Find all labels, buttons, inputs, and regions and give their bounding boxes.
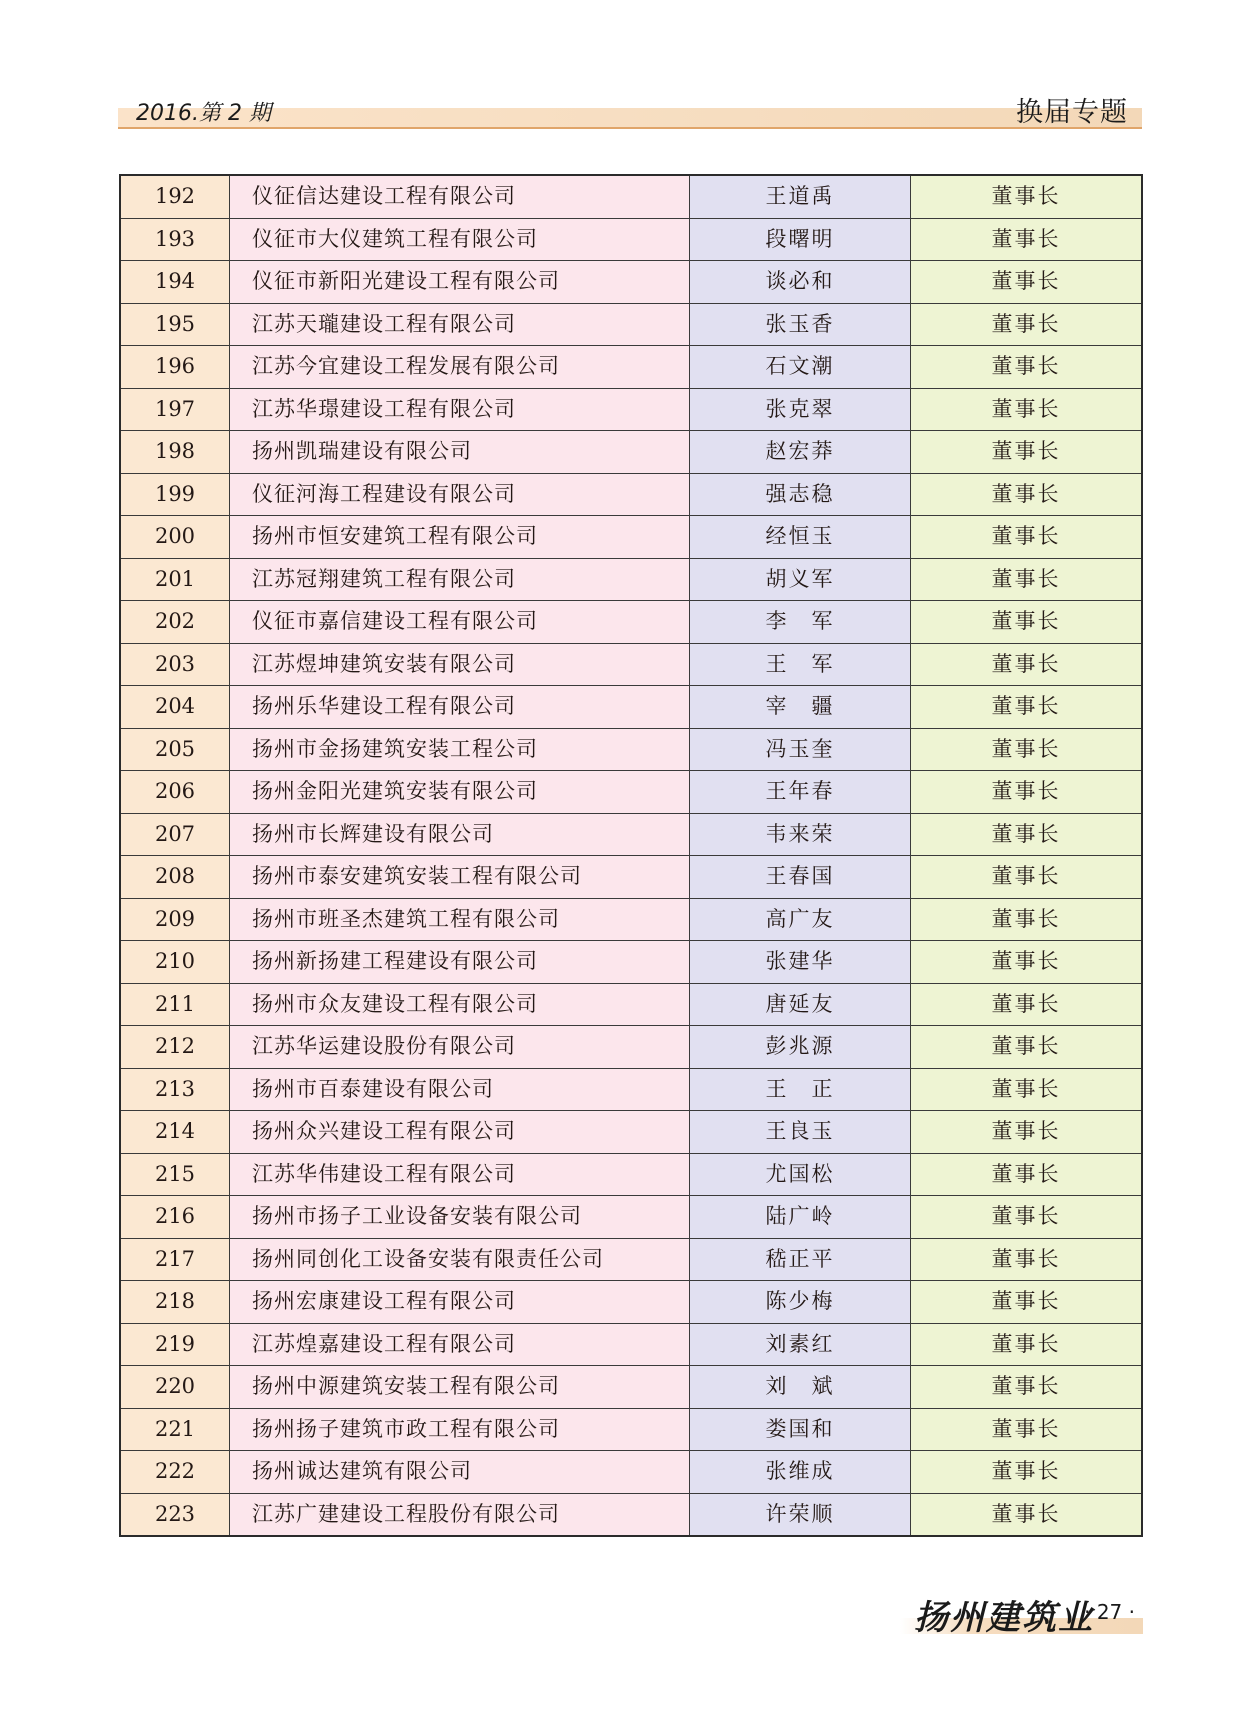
row-number: 206 xyxy=(120,771,230,814)
row-number: 201 xyxy=(120,558,230,601)
table-row xyxy=(120,1153,1142,1196)
position-title: 董事长 xyxy=(911,1323,1143,1366)
page-number: · 27 · xyxy=(1084,1600,1135,1624)
table-row xyxy=(120,601,1142,644)
position-title: 董事长 xyxy=(911,303,1143,346)
position-title: 董事长 xyxy=(911,686,1143,729)
company-name: 仪征信达建设工程有限公司 xyxy=(230,175,690,218)
row-number: 213 xyxy=(120,1068,230,1111)
company-name: 扬州市众友建设工程有限公司 xyxy=(230,983,690,1026)
company-name: 仪征市大仪建筑工程有限公司 xyxy=(230,218,690,261)
company-name: 仪征河海工程建设有限公司 xyxy=(230,473,690,516)
row-number: 198 xyxy=(120,431,230,474)
row-number: 210 xyxy=(120,941,230,984)
table-row xyxy=(120,1366,1142,1409)
person-name: 赵宏莽 xyxy=(690,431,911,474)
person-name: 段曙明 xyxy=(690,218,911,261)
position-title: 董事长 xyxy=(911,1196,1143,1239)
company-name: 扬州中源建筑安装工程有限公司 xyxy=(230,1366,690,1409)
position-title: 董事长 xyxy=(911,346,1143,389)
person-name: 张玉香 xyxy=(690,303,911,346)
company-name: 扬州同创化工设备安装有限责任公司 xyxy=(230,1238,690,1281)
position-title: 董事长 xyxy=(911,813,1143,856)
member-table xyxy=(119,174,1143,1537)
position-title: 董事长 xyxy=(911,1493,1143,1536)
row-number: 193 xyxy=(120,218,230,261)
table-row xyxy=(120,813,1142,856)
row-number: 202 xyxy=(120,601,230,644)
table-row xyxy=(120,1493,1142,1536)
row-number: 214 xyxy=(120,1111,230,1154)
table-row xyxy=(120,388,1142,431)
row-number: 192 xyxy=(120,175,230,218)
page-footer xyxy=(900,1590,1143,1640)
position-title: 董事长 xyxy=(911,1068,1143,1111)
table-row xyxy=(120,1238,1142,1281)
company-name: 江苏煌嘉建设工程有限公司 xyxy=(230,1323,690,1366)
position-title: 董事长 xyxy=(911,261,1143,304)
company-name: 江苏华璟建设工程有限公司 xyxy=(230,388,690,431)
row-number: 217 xyxy=(120,1238,230,1281)
company-name: 仪征市新阳光建设工程有限公司 xyxy=(230,261,690,304)
row-number: 215 xyxy=(120,1153,230,1196)
table-row xyxy=(120,431,1142,474)
row-number: 212 xyxy=(120,1026,230,1069)
company-name: 江苏华伟建设工程有限公司 xyxy=(230,1153,690,1196)
company-name: 扬州市金扬建筑安装工程公司 xyxy=(230,728,690,771)
position-title: 董事长 xyxy=(911,175,1143,218)
magazine-logo: 扬州建筑业 xyxy=(914,1598,1094,1638)
position-title: 董事长 xyxy=(911,1451,1143,1494)
person-name: 胡义军 xyxy=(690,558,911,601)
page-header xyxy=(118,88,1142,128)
row-number: 196 xyxy=(120,346,230,389)
company-name: 江苏今宜建设工程发展有限公司 xyxy=(230,346,690,389)
position-title: 董事长 xyxy=(911,898,1143,941)
row-number: 218 xyxy=(120,1281,230,1324)
row-number: 197 xyxy=(120,388,230,431)
company-name: 扬州市恒安建筑工程有限公司 xyxy=(230,516,690,559)
person-name: 强志稳 xyxy=(690,473,911,516)
position-title: 董事长 xyxy=(911,388,1143,431)
person-name: 嵇正平 xyxy=(690,1238,911,1281)
table-row xyxy=(120,1068,1142,1111)
header-rule xyxy=(118,127,1142,129)
position-title: 董事长 xyxy=(911,558,1143,601)
company-name: 江苏煜坤建筑安装有限公司 xyxy=(230,643,690,686)
person-name: 经恒玉 xyxy=(690,516,911,559)
person-name: 张建华 xyxy=(690,941,911,984)
row-number: 194 xyxy=(120,261,230,304)
table-row xyxy=(120,941,1142,984)
position-title: 董事长 xyxy=(911,1153,1143,1196)
company-name: 江苏冠翔建筑工程有限公司 xyxy=(230,558,690,601)
company-name: 江苏天瓏建设工程有限公司 xyxy=(230,303,690,346)
person-name: 王 军 xyxy=(690,643,911,686)
row-number: 221 xyxy=(120,1408,230,1451)
person-name: 娄国和 xyxy=(690,1408,911,1451)
header-band xyxy=(118,108,1142,128)
table-row xyxy=(120,558,1142,601)
company-name: 扬州市长辉建设有限公司 xyxy=(230,813,690,856)
row-number: 209 xyxy=(120,898,230,941)
table-row xyxy=(120,898,1142,941)
position-title: 董事长 xyxy=(911,1238,1143,1281)
company-name: 扬州诚达建筑有限公司 xyxy=(230,1451,690,1494)
person-name: 王道禹 xyxy=(690,175,911,218)
person-name: 尤国松 xyxy=(690,1153,911,1196)
position-title: 董事长 xyxy=(911,601,1143,644)
row-number: 220 xyxy=(120,1366,230,1409)
position-title: 董事长 xyxy=(911,516,1143,559)
company-name: 江苏广建建设工程股份有限公司 xyxy=(230,1493,690,1536)
person-name: 刘 斌 xyxy=(690,1366,911,1409)
person-name: 李 军 xyxy=(690,601,911,644)
person-name: 高广友 xyxy=(690,898,911,941)
row-number: 223 xyxy=(120,1493,230,1536)
person-name: 陈少梅 xyxy=(690,1281,911,1324)
table-row xyxy=(120,686,1142,729)
person-name: 刘素红 xyxy=(690,1323,911,1366)
row-number: 200 xyxy=(120,516,230,559)
table-row xyxy=(120,218,1142,261)
person-name: 冯玉奎 xyxy=(690,728,911,771)
table-row xyxy=(120,1451,1142,1494)
position-title: 董事长 xyxy=(911,771,1143,814)
table-row xyxy=(120,516,1142,559)
section-title: 换届专题 xyxy=(1016,97,1128,128)
table-row xyxy=(120,728,1142,771)
position-title: 董事长 xyxy=(911,431,1143,474)
table-row xyxy=(120,1111,1142,1154)
position-title: 董事长 xyxy=(911,1111,1143,1154)
position-title: 董事长 xyxy=(911,1281,1143,1324)
table-row xyxy=(120,261,1142,304)
person-name: 韦来荣 xyxy=(690,813,911,856)
company-name: 扬州扬子建筑市政工程有限公司 xyxy=(230,1408,690,1451)
position-title: 董事长 xyxy=(911,218,1143,261)
row-number: 216 xyxy=(120,1196,230,1239)
company-name: 扬州市百泰建设有限公司 xyxy=(230,1068,690,1111)
company-name: 江苏华运建设股份有限公司 xyxy=(230,1026,690,1069)
table-row xyxy=(120,856,1142,899)
row-number: 211 xyxy=(120,983,230,1026)
company-name: 扬州凯瑞建设有限公司 xyxy=(230,431,690,474)
table-row xyxy=(120,1323,1142,1366)
table-row xyxy=(120,346,1142,389)
person-name: 彭兆源 xyxy=(690,1026,911,1069)
position-title: 董事长 xyxy=(911,983,1143,1026)
row-number: 203 xyxy=(120,643,230,686)
table-row xyxy=(120,983,1142,1026)
company-name: 扬州市扬子工业设备安装有限公司 xyxy=(230,1196,690,1239)
position-title: 董事长 xyxy=(911,473,1143,516)
row-number: 207 xyxy=(120,813,230,856)
row-number: 208 xyxy=(120,856,230,899)
position-title: 董事长 xyxy=(911,1408,1143,1451)
person-name: 许荣顺 xyxy=(690,1493,911,1536)
table-row xyxy=(120,303,1142,346)
person-name: 陆广岭 xyxy=(690,1196,911,1239)
row-number: 205 xyxy=(120,728,230,771)
person-name: 唐延友 xyxy=(690,983,911,1026)
position-title: 董事长 xyxy=(911,1026,1143,1069)
company-name: 扬州市泰安建筑安装工程有限公司 xyxy=(230,856,690,899)
table-row xyxy=(120,473,1142,516)
company-name: 扬州金阳光建筑安装有限公司 xyxy=(230,771,690,814)
table-row xyxy=(120,175,1142,218)
position-title: 董事长 xyxy=(911,728,1143,771)
person-name: 王良玉 xyxy=(690,1111,911,1154)
person-name: 谈必和 xyxy=(690,261,911,304)
position-title: 董事长 xyxy=(911,941,1143,984)
person-name: 石文潮 xyxy=(690,346,911,389)
company-name: 仪征市嘉信建设工程有限公司 xyxy=(230,601,690,644)
company-name: 扬州众兴建设工程有限公司 xyxy=(230,1111,690,1154)
table-row xyxy=(120,643,1142,686)
table-row xyxy=(120,1196,1142,1239)
position-title: 董事长 xyxy=(911,1366,1143,1409)
person-name: 王 正 xyxy=(690,1068,911,1111)
table-row xyxy=(120,771,1142,814)
table-row xyxy=(120,1026,1142,1069)
person-name: 宰 疆 xyxy=(690,686,911,729)
person-name: 王春国 xyxy=(690,856,911,899)
row-number: 204 xyxy=(120,686,230,729)
row-number: 219 xyxy=(120,1323,230,1366)
row-number: 222 xyxy=(120,1451,230,1494)
person-name: 王年春 xyxy=(690,771,911,814)
company-name: 扬州乐华建设工程有限公司 xyxy=(230,686,690,729)
table-row xyxy=(120,1408,1142,1451)
person-name: 张维成 xyxy=(690,1451,911,1494)
person-name: 张克翠 xyxy=(690,388,911,431)
issue-label: 2016.第 2 期 xyxy=(136,101,271,126)
row-number: 195 xyxy=(120,303,230,346)
company-name: 扬州新扬建工程建设有限公司 xyxy=(230,941,690,984)
company-name: 扬州宏康建设工程有限公司 xyxy=(230,1281,690,1324)
position-title: 董事长 xyxy=(911,643,1143,686)
member-table-body xyxy=(120,175,1142,1536)
company-name: 扬州市班圣杰建筑工程有限公司 xyxy=(230,898,690,941)
table-row xyxy=(120,1281,1142,1324)
position-title: 董事长 xyxy=(911,856,1143,899)
row-number: 199 xyxy=(120,473,230,516)
